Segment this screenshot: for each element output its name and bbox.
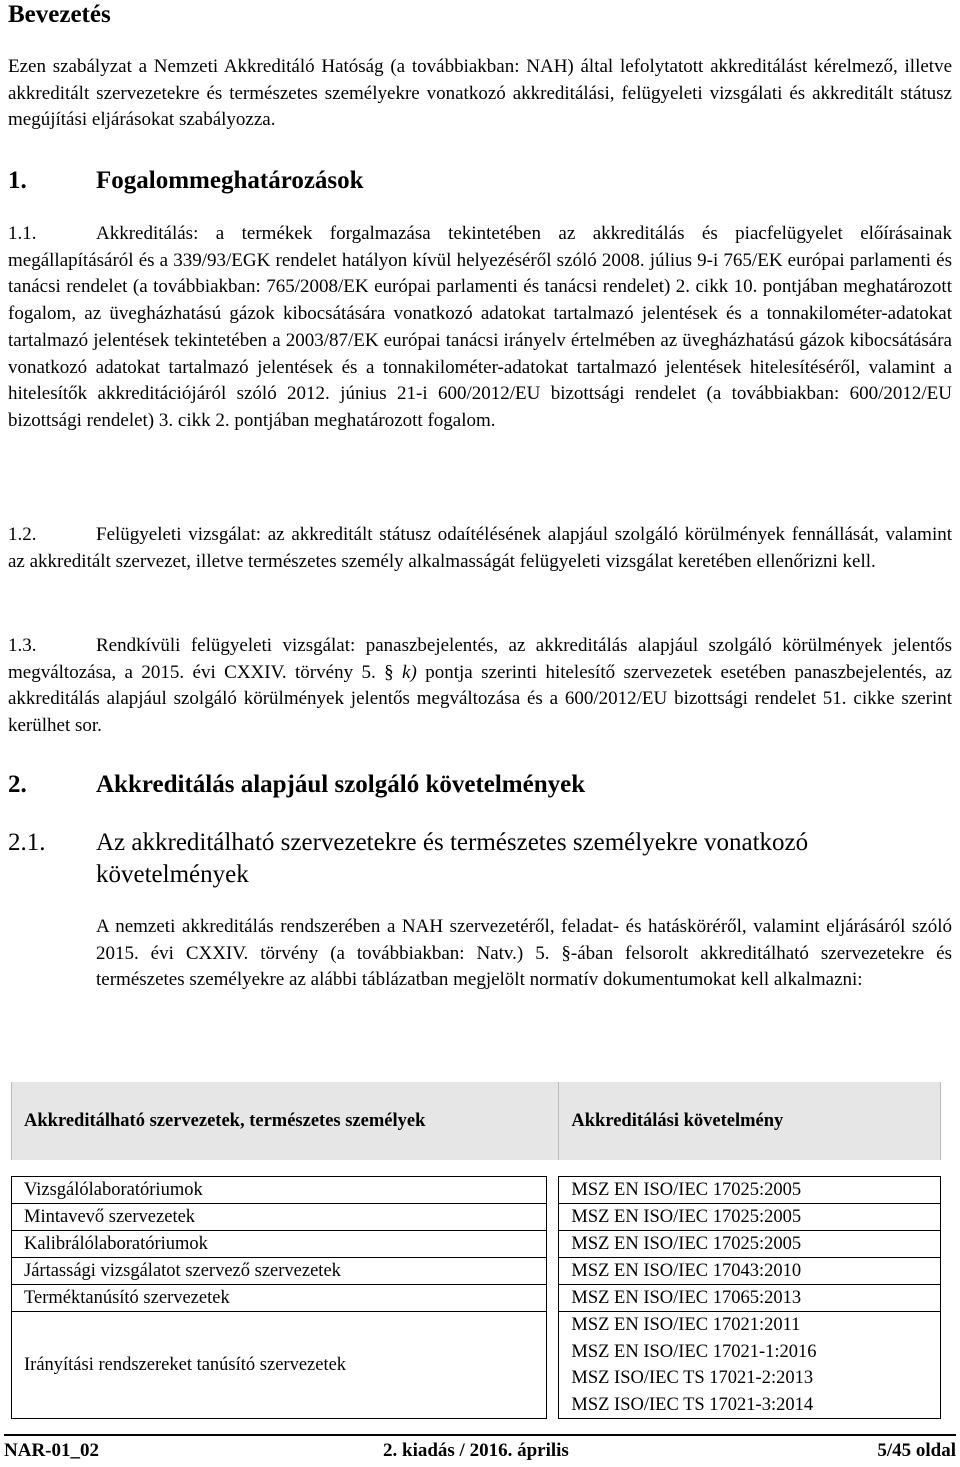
table-cell-requirement: MSZ EN ISO/IEC 17021-1:2016 [571,1341,817,1362]
table-cell-entity: Mintavevő szervezetek [12,1204,547,1231]
intro-paragraph: Ezen szabályzat a Nemzeti Akkreditáló Hatóság (a továbbiakban: NAH) által lefolytatott akkreditálást kérelmező, illetve akkreditált szervezetekre és természetes személyekre vonatkozó akkreditálási, felügyeleti vizsgálati és akkreditált státusz megújítási eljárásokat szabályozza. [8,56,952,131]
footer-divider [4,1434,956,1436]
definition-text: Rendkívüli felügyeleti vizsgálat: panaszbejelentés, az akkreditálás alapjául szolgáló körülmények jelentős megváltozása, a 2015. évi CXXIV. törvény 5. § [8,635,952,683]
intro-heading: Bevezetés [8,1,111,28]
definition-italic-text: k) [402,661,417,683]
section-number: 1. [8,167,27,194]
table-header-row [12,1082,941,1160]
table-row [12,1204,941,1231]
table-row [12,1177,941,1204]
definition-text: Akkreditálás: a termékek forgalmazása tekintetében az akkreditálás és piacfelügyelet előírásainak megállapításáról és a 339/93/EGK rendelet hatályon kívül helyezéséről szóló 2008. július 9-i 765/EK európai parlamenti és tanácsi rendelet (a továbbiakban: 765/2008/EK európai parlamenti és tanácsi rendelet) 2. cikk 10. pontjában meghatározott fogalom, az üvegházhatású gázok kibocsátására vonatkozó adatokat tartalmazó jelentések és a tonnakilométer-adatokat tartalmazó jelentések tekintetében a 2003/87/EK európai tanácsi irányelv értelmében az üvegházhatású gázok kibocsátására vonatkozó adatokat tartalmazó jelentések és a tonnakilométer-adatokat tartalmazó jelentések hitelesítéséről, valamint a hitelesítők akkreditációjáról szóló 2012. június 21-i 600/2012/EU bizottsági rendelet (a továbbiakban: 600/2012/EU bizottsági rendelet) 3. cikk 2. pontjában meghatározott fogalom. [8,223,952,431]
table-row [12,1312,941,1419]
table-header-requirements: Akkreditálási követelmény [559,1082,941,1160]
table-cell-requirement: MSZ EN ISO/IEC 17021:2011 [571,1315,801,1335]
subsection-number: 2.1. [8,829,46,856]
table-cell-entity: Jártassági vizsgálatot szervező szervezetek [12,1258,547,1285]
table-header-entities: Akkreditálható szervezetek, természetes személyek [12,1082,559,1160]
table-row [12,1258,941,1285]
table-cell-requirement: MSZ EN ISO/IEC 17025:2005 [559,1177,941,1204]
definition-text: Felügyeleti vizsgálat: az akkreditált státusz odaítélésének alapjául szolgáló körülmények fennállását, valamint az akkreditált szervezet, illetve természetes személy alkalmasságát felügyeleti vizsgálat keretében ellenőrizni kell. [8,524,952,572]
definition-number: 1.2. [8,524,37,545]
section-title: Fogalommeghatározások [96,167,364,194]
table-cell-requirement: MSZ EN ISO/IEC 17065:2013 [559,1285,941,1312]
table-row [12,1285,941,1312]
table-cell-entity: Vizsgálólaboratóriumok [12,1177,547,1204]
table-cell-requirement-list [559,1312,941,1419]
table-spacer [12,1160,941,1177]
requirements-table [11,1082,941,1419]
section-number: 2. [8,771,27,798]
table-cell-requirement: MSZ ISO/IEC TS 17021-3:2014 [571,1394,814,1415]
table-cell-requirement: MSZ EN ISO/IEC 17025:2005 [559,1204,941,1231]
section-2-heading [8,768,585,802]
subsection-2-1-heading [8,827,952,891]
table-cell-entity: Kalibrálólaboratóriumok [12,1231,547,1258]
subsection-2-1-paragraph: A nemzeti akkreditálás rendszerében a NAH szervezetéről, feladat- és hatásköréről, valamint eljárásáról szóló 2015. évi CXXIV. törvény (a továbbiakban: Natv.) 5. §-ában felsorolt akkreditálható szervezetekre és természetes személyekre az alábbi táblázatban megjelölt normatív dokumentumokat kell alkalmazni: [96,916,952,991]
table-cell-entity: Terméktanúsító szervezetek [12,1285,547,1312]
table-cell-requirement: MSZ EN ISO/IEC 17025:2005 [559,1231,941,1258]
table-cell-requirement: MSZ EN ISO/IEC 17043:2010 [559,1258,941,1285]
table-cell-entity: Irányítási rendszereket tanúsító szervezetek [12,1312,547,1419]
definition-text-continued: pontja szerinti hitelesítő szervezetek esetében panaszbejelentés, az akkreditálás alapjául szolgáló körülmények jelentős megváltozása és a 600/2012/EU bizottsági rendelet 51. cikke szerint kerülhet sor. [8,661,952,737]
definition-1-3 [8,633,952,740]
subsection-title: Az akkreditálható szervezetekre és természetes személyekre vonatkozó követelmények [96,829,809,888]
table-row [12,1231,941,1258]
definition-number: 1.1. [8,223,37,244]
section-1-heading [8,164,364,198]
section-title: Akkreditálás alapjául szolgáló követelmények [96,771,586,798]
footer-edition: 2. kiadás / 2016. április [383,1440,569,1461]
definition-1-1 [8,221,952,435]
table-cell-requirement: MSZ ISO/IEC TS 17021-2:2013 [571,1368,814,1388]
footer-page-number: 5/45 oldal [877,1440,956,1461]
footer-document-id: NAR-01_02 [4,1440,99,1461]
definition-number: 1.3. [8,635,37,656]
definition-1-2 [8,522,952,575]
